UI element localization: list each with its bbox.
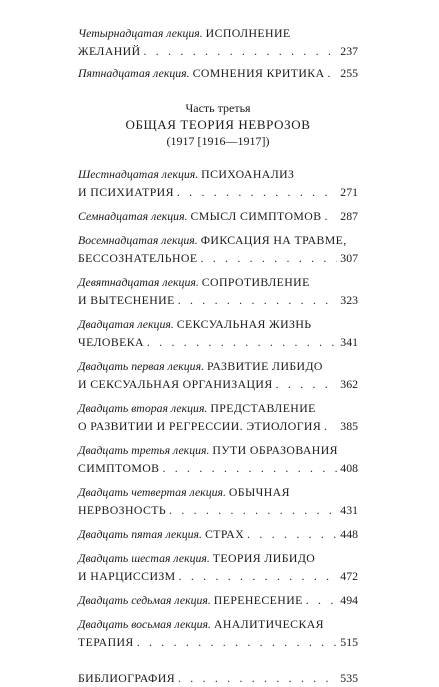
page-number: 385: [340, 419, 358, 433]
lecture-label: Двадцать шестая лекция.: [78, 551, 210, 565]
page-number: 287: [340, 209, 358, 223]
toc-entry-first-line: [78, 615, 358, 633]
lecture-title-cont: БЕССОЗНАТЕЛЬНОЕ: [78, 251, 198, 265]
toc-entry[interactable]: [78, 207, 358, 225]
lecture-title-cont: СИМПТОМОВ: [78, 461, 160, 475]
lecture-title: СОМНЕНИЯ КРИТИКА: [192, 66, 325, 80]
toc-leader-line: [78, 525, 358, 543]
page-number: 362: [340, 377, 358, 391]
lecture-label: Четырнадцатая лекция.: [78, 26, 203, 40]
page-number: 341: [340, 335, 358, 349]
lecture-label: Пятнадцатая лекция.: [78, 66, 190, 80]
page-number: 431: [340, 503, 358, 517]
toc-entry-first-line: [78, 231, 358, 249]
lecture-title-cont: ЖЕЛАНИЙ: [78, 44, 141, 58]
toc-entry[interactable]: [78, 549, 358, 585]
lecture-title: ПУТИ ОБРАЗОВАНИЯ: [212, 443, 338, 457]
lecture-title: РАЗВИТИЕ ЛИБИДО: [206, 359, 323, 373]
toc-entry[interactable]: [78, 24, 358, 60]
toc-entry-first-line: [78, 483, 358, 501]
lecture-title-cont: И ПСИХИАТРИЯ: [78, 185, 174, 199]
toc-entry[interactable]: [78, 231, 358, 267]
toc-entry-first-line: [78, 273, 358, 291]
lecture-title: СТРАХ: [204, 527, 245, 541]
dot-leader: [147, 333, 337, 351]
lecture-title-cont: И СЕКСУАЛЬНАЯ ОРГАНИЗАЦИЯ: [78, 377, 273, 391]
lecture-title: АНАЛИТИЧЕСКАЯ: [213, 617, 324, 631]
toc-entry-first-line: [78, 441, 358, 459]
toc-leader-line: [78, 567, 358, 585]
toc-entry-bibliography[interactable]: [78, 669, 358, 687]
dot-leader: [169, 501, 337, 519]
toc-entry[interactable]: [78, 315, 358, 351]
toc-entry-first-line: [78, 399, 358, 417]
dot-leader: [137, 633, 338, 651]
dot-leader: [306, 591, 338, 609]
lecture-title: ПРЕДСТАВЛЕНИЕ: [210, 401, 316, 415]
toc-leader-line: [78, 183, 358, 201]
toc-entry-first-line: [78, 315, 358, 333]
lecture-label: Двадцать вторая лекция.: [78, 401, 208, 415]
page-number: 535: [340, 671, 358, 685]
dot-leader: [178, 291, 338, 309]
dot-leader: [162, 459, 337, 477]
lecture-title-cont: И НАРЦИССИЗМ: [78, 569, 176, 583]
dot-leader: [324, 417, 337, 435]
dot-leader: [144, 42, 338, 60]
lecture-title: СОПРОТИВЛЕНИЕ: [201, 275, 310, 289]
toc-leader-line: [78, 64, 358, 82]
toc-entry[interactable]: [78, 357, 358, 393]
toc-entry-first-line: [78, 165, 358, 183]
lecture-title: ПСИХОАНАЛИЗ: [201, 167, 295, 181]
lecture-label: Двадцать первая лекция.: [78, 359, 205, 373]
dot-leader: [200, 249, 337, 267]
toc-leader-line: [78, 207, 358, 225]
page-number: 323: [340, 293, 358, 307]
toc-entry[interactable]: [78, 615, 358, 651]
dot-leader: [276, 375, 338, 393]
toc-leader-line: [78, 42, 358, 60]
toc-leader-line: [78, 591, 358, 609]
toc-entry[interactable]: [78, 441, 358, 477]
lecture-title: ТЕОРИЯ ЛИБИДО: [212, 551, 316, 565]
lecture-title: ОБЫЧНАЯ: [228, 485, 290, 499]
lecture-title-cont: ТЕРАПИЯ: [78, 635, 134, 649]
page-number: 448: [340, 527, 358, 541]
toc-entry-first-line: [78, 24, 358, 42]
toc-leader-line: [78, 459, 358, 477]
toc-entry-first-line: [78, 357, 358, 375]
lecture-label: Двадцать восьмая лекция.: [78, 617, 211, 631]
toc-entry[interactable]: [78, 399, 358, 435]
lecture-label: Двадцать седьмая лекция.: [78, 593, 211, 607]
lecture-title-cont: О РАЗВИТИИ И РЕГРЕССИИ. ЭТИОЛОГИЯ: [78, 419, 322, 433]
lecture-title-cont: НЕРВОЗНОСТЬ: [78, 503, 167, 517]
page-number: 408: [340, 461, 358, 475]
lecture-title: ПЕРЕНЕСЕНИЕ: [213, 593, 303, 607]
toc-entry[interactable]: [78, 483, 358, 519]
page-number: 307: [340, 251, 358, 265]
toc-entry[interactable]: [78, 525, 358, 543]
dot-leader: [177, 183, 337, 201]
lecture-label: Двадцать пятая лекция.: [78, 527, 202, 541]
lecture-label: Двадцать четвертая лекция.: [78, 485, 226, 499]
page-number: 494: [340, 593, 358, 607]
toc-leader-line: [78, 249, 358, 267]
lecture-label: Семнадцатая лекция.: [78, 209, 188, 223]
part-label: Часть третья: [185, 101, 251, 115]
page-number: 237: [340, 44, 358, 58]
lecture-label: Двадцать третья лекция.: [78, 443, 210, 457]
lecture-label: Восемнадцатая лекция.: [78, 233, 198, 247]
toc-entry[interactable]: [78, 64, 358, 82]
lecture-label: Шестнадцатая лекция.: [78, 167, 199, 181]
part-title: ОБЩАЯ ТЕОРИЯ НЕВРОЗОВ: [125, 117, 311, 132]
part-years: (1917 [1916—1917]): [166, 134, 270, 148]
dot-leader: [179, 567, 338, 585]
toc-leader-line: [78, 417, 358, 435]
lecture-label: Двадцатая лекция.: [78, 317, 174, 331]
dot-leader: [327, 64, 337, 82]
lecture-title: ФИКСАЦИЯ НА ТРАВМЕ,: [200, 233, 347, 247]
toc-leader-line: [78, 501, 358, 519]
toc-entry-first-line: [78, 549, 358, 567]
lecture-title: СМЫСЛ СИМПТОМОВ: [190, 209, 322, 223]
dot-leader: [324, 207, 337, 225]
page-number: 515: [340, 635, 358, 649]
toc-leader-line: [78, 669, 358, 687]
lecture-title: СЕКСУАЛЬНАЯ ЖИЗНЬ: [176, 317, 312, 331]
table-of-contents: [78, 24, 358, 687]
toc-leader-line: [78, 375, 358, 393]
toc-entry[interactable]: [78, 591, 358, 609]
lecture-title: ИСПОЛНЕНИЕ: [205, 26, 291, 40]
dot-leader: [247, 525, 337, 543]
page-number: 255: [340, 66, 358, 80]
dot-leader: [178, 669, 337, 687]
toc-entry[interactable]: [78, 273, 358, 309]
toc-leader-line: [78, 291, 358, 309]
toc-entry[interactable]: [78, 165, 358, 201]
toc-leader-line: [78, 633, 358, 651]
toc-leader-line: [78, 333, 358, 351]
lecture-title-cont: ЧЕЛОВЕКА: [78, 335, 144, 349]
bibliography-title: БИБЛИОГРАФИЯ: [78, 671, 175, 685]
page-number: 271: [340, 185, 358, 199]
page-number: 472: [340, 569, 358, 583]
lecture-label: Девятнадцатая лекция.: [78, 275, 199, 289]
lecture-title-cont: И ВЫТЕСНЕНИЕ: [78, 293, 175, 307]
